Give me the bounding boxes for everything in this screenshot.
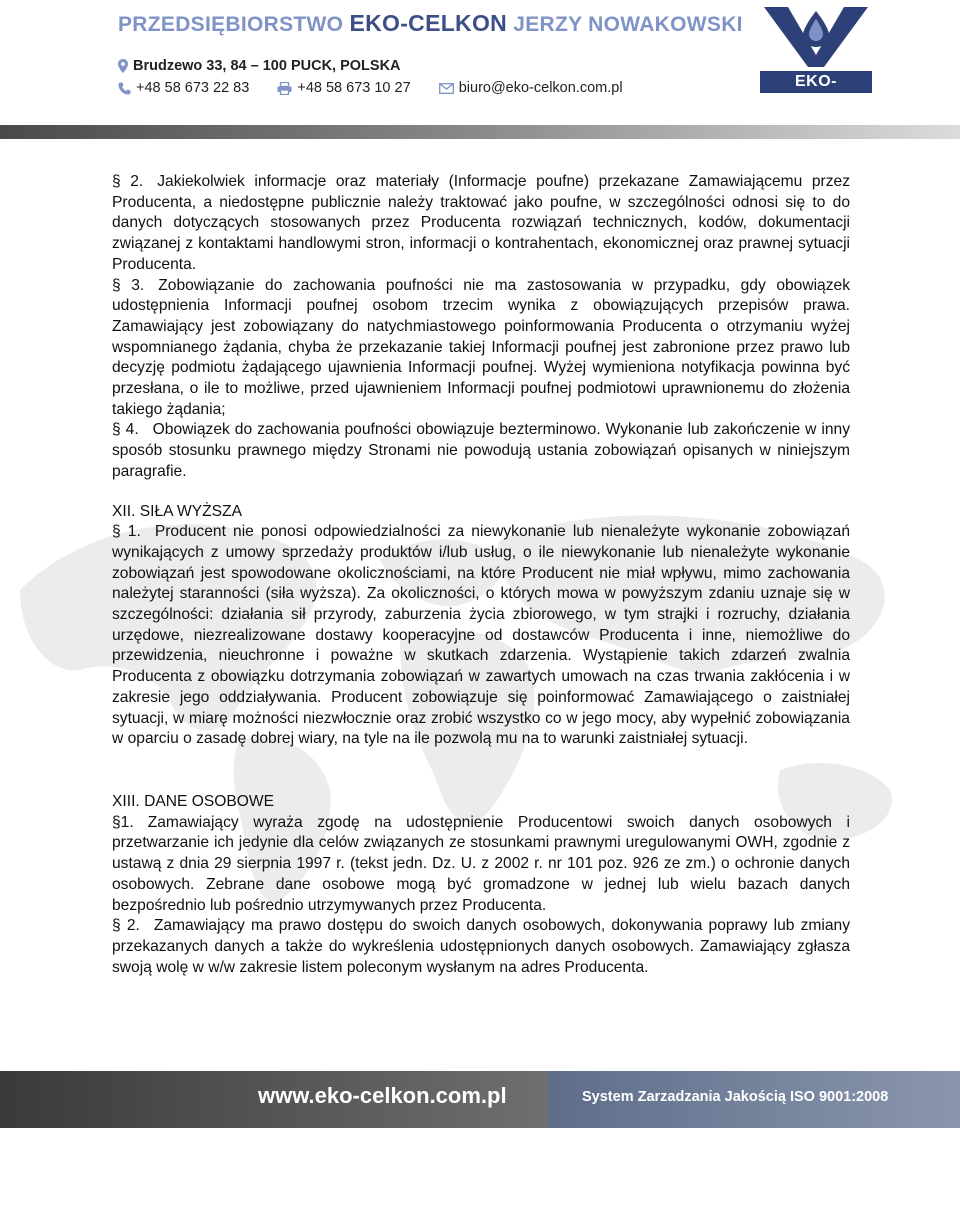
section-text: Zamawiający wyraża zgodę na udostępnienie Producentowi swoich danych osobowych i przetwarzanie ich jedynie dla celów związanych ze stosunkami prawnymi uregulowanymi OWH, zgodnie z ustawą z dnia 29 sierpnia 1997 r. (tekst jedn. Dz. U. z 2002 r. nr 101 poz. 926 ze zm.) o ochronie danych osobowych. Zebrane dane osobowe mogą być gromadzone w jednej lub wielu bazach danych bezpośrednio lub pośrednio utrzymywanych przez Producenta.: [112, 813, 850, 914]
section-marker: § 2.: [112, 173, 144, 190]
section-text: Producent nie ponosi odpowiedzialności za niewykonanie lub nienależyte wykonanie zobowiązań wynikających z umowy sprzedaży produktów i/lub usług, o ile niewykonanie lub nienależyte wykonanie zobowiązań jest spowodowane okolicznościami, na które Producent nie miał wpływu, mimo zachowania należytej staranności (siła wyższa). Za okoliczności, o których mowa w powyższym zdaniu uznaje się w szczególności: działania sił przyrody, zaburzenia życia zbiorowego, w tym strajki i rozruchy, działania urzędowe, niezrealizowane dostawy kooperacyjne od dostawców Producenta i inne, niemożliwe do przewidzenia, nieuchronne i poważne w skutkach zdarzenia. Wystąpienie takich zdarzeń zwalnia Producenta z obowiązku dotrzymania zobowiązań w zawartych umowach na czas trwania zakłócenia i w zakresie jego oddziaływania. Producent zobowiązuje się poinformować Zamawiającego o zaistniałej sytuacji, w miarę możności niezwłocznie oraz zrobić wszystko co w jego mocy, aby wypełnić zobowiązania w oparciu o zasadę dobrej wiary, na tyle na ile pozwolą mu na to warunki zaistniałej sytuacji.: [112, 523, 850, 748]
chapter-heading: XIII. DANE OSOBOWE: [112, 792, 275, 810]
section-marker: § 3.: [112, 276, 145, 294]
section-paragraph: [112, 522, 850, 750]
section-marker: § 2.: [112, 917, 140, 935]
website-link[interactable]: www.eko-celkon.com.pl: [258, 1083, 507, 1108]
section-text: Zamawiający ma prawo dostępu do swoich danych osobowych, dokonywania poprawy lub zmiany przekazanych danych a także do wykreślenia udostępnionych danych osobowych. Zamawiający zgłasza swoją wolę w w/w zakresie listem poleconym wysłanym na adres Producenta.: [112, 917, 850, 976]
section-marker: §1.: [112, 813, 134, 831]
section-paragraph: [112, 420, 850, 482]
logo-chevron-drop-icon: [760, 5, 872, 69]
section-text: Zobowiązanie do zachowania poufności nie ma zastosowania w przypadku, gdy obowiązek udostępnienia Informacji poufnej osobom trzecim wynika z obowiązujących przepisów prawa. Zamawiający jest zobowiązany do natychmiastowego poinformowania Producenta o otrzymaniu wyżej wspomnianego żądania, chyba że przekazanie takiej Informacji poufnej jest zabronione przez prawo lub decyzję podmiotu żądającego ujawnienia Informacji poufnej. Wyżej wymieniona notyfikacja powinna być przesłana, o ile to możliwe, przed ujawnieniem Informacji poufnej podmiotowi uprawnionemu do złożenia takiego żądania;: [112, 276, 850, 418]
section-text: Obowiązek do zachowania poufności obowiązuje bezterminowo. Wykonanie lub zakończenie w inny sposób stosunku prawnego między Stronami nie powodują ustania zobowiązań opisanych w niniejszym paragrafie.: [112, 421, 850, 480]
section-paragraph: [112, 813, 850, 917]
logo-text: EKO-CELKON: [760, 71, 872, 93]
section-text: Jakiekolwiek informacje oraz materiały (Informacje poufne) przekazane Zamawiającemu przez Producenta, a niedostępne publicznie należy traktować jako poufne, w szczególności odnosi się to do danych dotyczących stosowanych przez Producenta rozwiązań technicznych, kodów, dokumentacji związanej z kontaktami handlowymi stron, informacji o kontrahentach, ekonomicznej oraz prawnej sytuacji Producenta.: [112, 173, 850, 273]
iso-certification-box: [548, 1071, 960, 1128]
fax-number[interactable]: +48 58 673 10 27: [297, 80, 411, 96]
company-name-brand: EKO-CELKON: [349, 10, 508, 36]
company-name-owner: JERZY NOWAKOWSKI: [513, 13, 743, 36]
chapter-heading: XII. SIŁA WYŻSZA: [112, 502, 242, 520]
phone-number[interactable]: +48 58 673 22 83: [136, 80, 250, 96]
phone-icon: [118, 82, 131, 95]
section-paragraph: [112, 916, 850, 978]
iso-certification-text: System Zarzadzania Jakością ISO 9001:2008: [582, 1089, 889, 1105]
company-name: [118, 10, 743, 37]
location-pin-icon: [118, 59, 128, 73]
section-paragraph: [112, 172, 850, 276]
company-logo: [760, 5, 872, 112]
fax-icon: [277, 82, 292, 95]
document-body: [112, 172, 850, 978]
section-marker: § 4.: [112, 421, 139, 439]
envelope-icon: [439, 83, 454, 94]
company-name-prefix: PRZEDSIĘBIORSTWO: [118, 13, 344, 36]
address-text: Brudzewo 33, 84 – 100 PUCK, POLSKA: [133, 58, 401, 74]
address-line: [118, 58, 401, 74]
email-link[interactable]: biuro@eko-celkon.com.pl: [458, 80, 623, 96]
section-marker: § 1.: [112, 523, 141, 541]
section-paragraph: [112, 276, 850, 421]
footer-bar: [0, 1071, 960, 1128]
header-divider-bar: [0, 125, 960, 139]
contact-line: [118, 80, 623, 96]
